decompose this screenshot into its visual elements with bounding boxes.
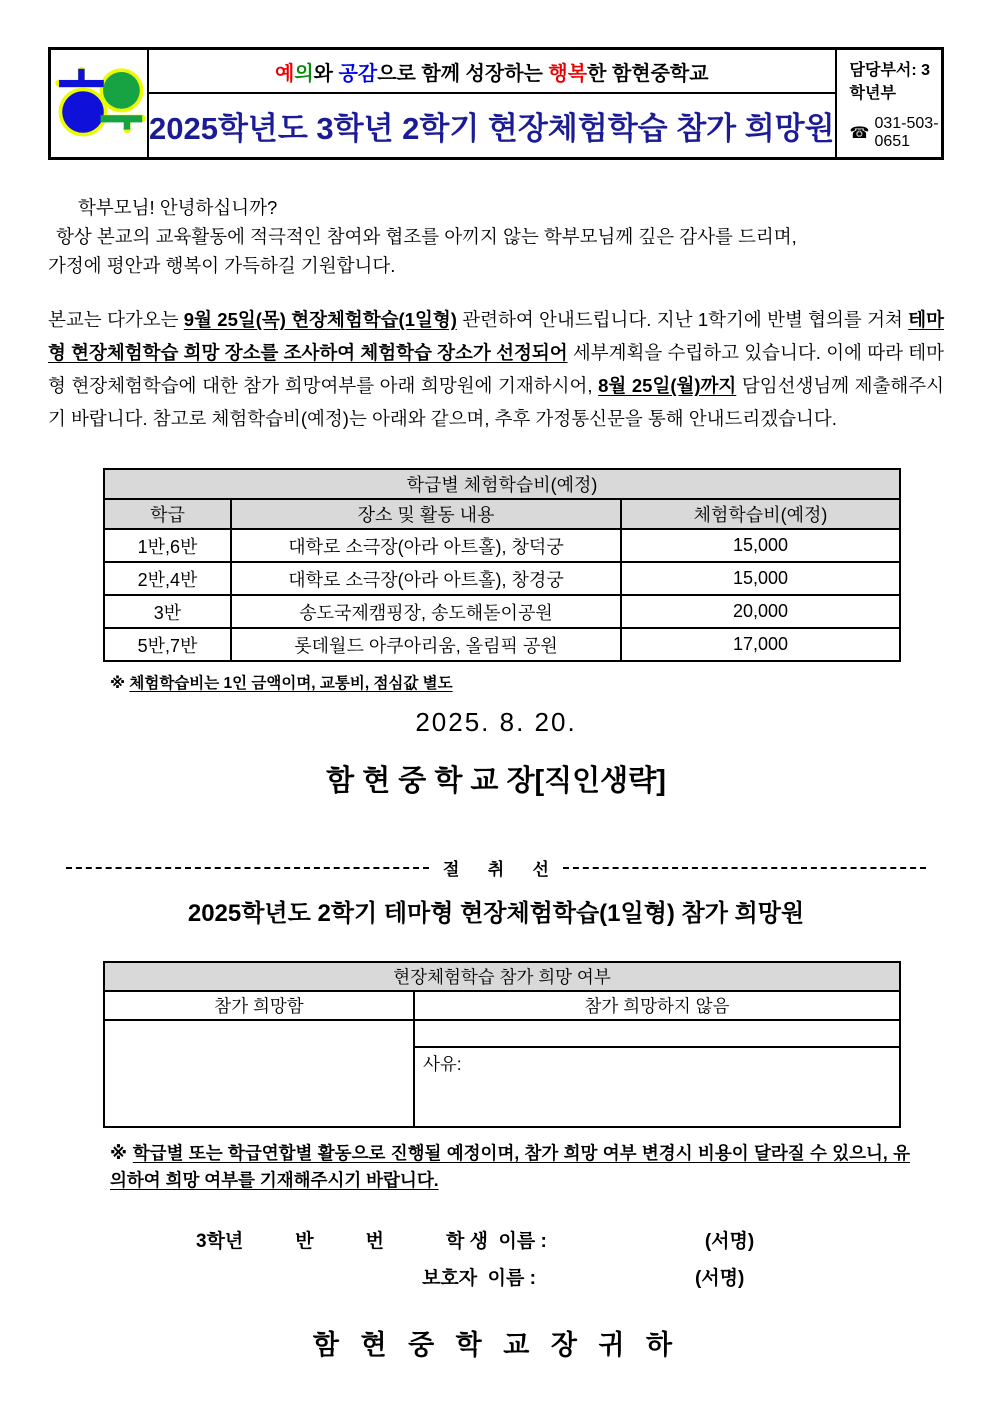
reason-cell: 사유:	[414, 1047, 900, 1127]
note-mark: ※	[110, 1143, 133, 1163]
participation-yes-header: 참가 희망함	[104, 991, 414, 1020]
fee-table-cell: 15,000	[621, 562, 900, 595]
fee-table-cell: 송도국제캠핑장, 송도해돋이공원	[231, 595, 621, 628]
header-center	[149, 50, 837, 157]
fee-table-title-row	[104, 469, 900, 499]
text-segment: 담임선생님께 제출해주시기 바랍니다. 참고로 체험학습비(예정)는 아래와 같으며, 추후 가정통신문을 통해 안내드리겠습니다.	[48, 375, 944, 429]
cut-line-dash-right	[563, 867, 926, 869]
participation-table-title-row	[104, 962, 900, 991]
letterhead	[48, 47, 944, 160]
text-segment: 와	[313, 62, 339, 85]
student-name-label: 학 생 이름 :	[446, 1231, 547, 1252]
fee-table-cell: 대학로 소극장(아라 아트홀), 창덕궁	[231, 529, 621, 562]
text-segment: 세부계획을 수립하고 있습니다. 이에 따라 테마형 현장체험학습에 대한 참가 희망여부를 아래 희망원에 기재하시어,	[48, 342, 945, 396]
fee-table-title: 학급별 체험학습비(예정)	[104, 469, 900, 499]
document-title: 2025학년도 3학년 2학기 현장체험학습 참가 희망원	[149, 111, 835, 146]
greeting-line: 항상 본교의 교육활동에 적극적인 참여와 협조를 아끼지 않는 학부모님께 깊은 감사를 드리며,	[56, 226, 797, 247]
school-motto	[149, 50, 835, 94]
class-label: 반	[295, 1231, 314, 1252]
text-segment: 공감	[338, 62, 378, 85]
participation-note-text: 학급별 또는 학급연합별 활동으로 진행될 예정이며, 참가 희망 여부 변경시 비용이 달라질 수 있으니, 유의하여 희망 여부를 기재해주시기 바랍니다.	[110, 1143, 910, 1190]
fee-table-row	[104, 628, 900, 661]
fee-table-row	[104, 562, 900, 595]
fee-table-cell: 15,000	[621, 529, 900, 562]
notice-paragraph	[48, 303, 944, 435]
fee-table-body	[104, 529, 900, 661]
fee-table-cell: 롯데월드 아쿠아리움, 올림픽 공원	[231, 628, 621, 661]
greeting-paragraph	[48, 193, 944, 280]
number-label: 번	[365, 1231, 384, 1252]
fee-table-cell: 1반,6반	[104, 529, 231, 562]
text-segment: 관련하여 안내드립니다. 지난 1학기에 반별 협의를 거쳐	[456, 309, 909, 330]
greeting-line: 가정에 평안과 행복이 가득하길 기원합니다.	[48, 255, 396, 276]
principal-signature: 함 현 중 학 교 장[직인생략]	[326, 765, 666, 797]
issue-date: 2025. 8. 20.	[415, 707, 577, 737]
fee-col-place: 장소 및 활동 내용	[231, 499, 621, 529]
student-signature-row	[48, 1223, 944, 1260]
addressee-line: 함 현 중 학 교 장 귀 하	[312, 1330, 680, 1360]
participation-table	[103, 961, 901, 1128]
text-segment: 테마형 현장체험학습 희망 장소를 조사하여 체험학습 장소가 선정되어	[48, 309, 944, 363]
fee-table-header-row	[104, 499, 900, 529]
signature-block	[48, 1223, 944, 1297]
fee-table-cell: 대학로 소극장(아라 아트홀), 창경궁	[231, 562, 621, 595]
phone-number: 031-503-0651	[874, 114, 939, 150]
greeting-line: 학부모님! 안녕하십니까?	[78, 197, 278, 218]
fee-table	[103, 468, 901, 662]
fee-note	[110, 671, 944, 693]
text-segment: 으로 함께 성장하는	[377, 62, 549, 85]
participation-table-title: 현장체험학습 참가 희망 여부	[104, 962, 900, 991]
fee-table-cell: 2반,4반	[104, 562, 231, 595]
participation-note	[110, 1140, 910, 1194]
fee-table-cell: 17,000	[621, 628, 900, 661]
guardian-name-label: 보호자 이름 :	[422, 1268, 536, 1289]
guardian-signature-row	[48, 1260, 944, 1297]
phone-line	[850, 115, 941, 151]
student-sign-label: (서명)	[704, 1231, 755, 1252]
text-segment: 본교는 다가오는	[48, 309, 184, 330]
participation-table-row	[104, 1020, 900, 1047]
fee-col-cost: 체험학습비(예정)	[621, 499, 900, 529]
fee-table-cell: 3반	[104, 595, 231, 628]
fee-table-row	[104, 529, 900, 562]
fee-table-cell: 5반,7반	[104, 628, 231, 661]
text-segment: 9월 25일(목) 현장체험학습(1일형)	[183, 309, 457, 330]
cut-line-label: 절 취 선	[443, 860, 549, 879]
cut-line	[48, 855, 944, 880]
text-segment: 행복	[548, 62, 588, 85]
phone-icon: ☎	[849, 124, 870, 142]
header-contact	[837, 50, 941, 157]
note-mark: ※	[110, 675, 130, 692]
school-logo	[51, 50, 149, 157]
department-label: 담당부서: 3학년부	[849, 61, 931, 102]
school-logo-icon	[51, 63, 147, 145]
text-segment: 예	[275, 62, 295, 85]
text-segment: 한 함현중학교	[587, 62, 709, 85]
grade-label: 3학년	[196, 1231, 244, 1252]
participation-no-cell	[414, 1020, 900, 1047]
fee-col-class: 학급	[104, 499, 231, 529]
cut-line-dash-left	[66, 867, 429, 869]
fee-table-cell: 20,000	[621, 595, 900, 628]
participation-no-header: 참가 희망하지 않음	[414, 991, 900, 1020]
application-form-title: 2025학년도 2학기 테마형 현장체험학습(1일형) 참가 희망원	[187, 900, 805, 927]
participation-table-header-row	[104, 991, 900, 1020]
text-segment: 8월 25일(월)까지	[598, 375, 737, 396]
guardian-sign-label: (서명)	[694, 1268, 745, 1289]
text-segment: 의	[294, 62, 314, 85]
fee-table-row	[104, 595, 900, 628]
fee-note-text: 체험학습비는 1인 금액이며, 교통비, 점심값 별도	[129, 675, 453, 692]
participation-yes-cell	[104, 1020, 414, 1127]
